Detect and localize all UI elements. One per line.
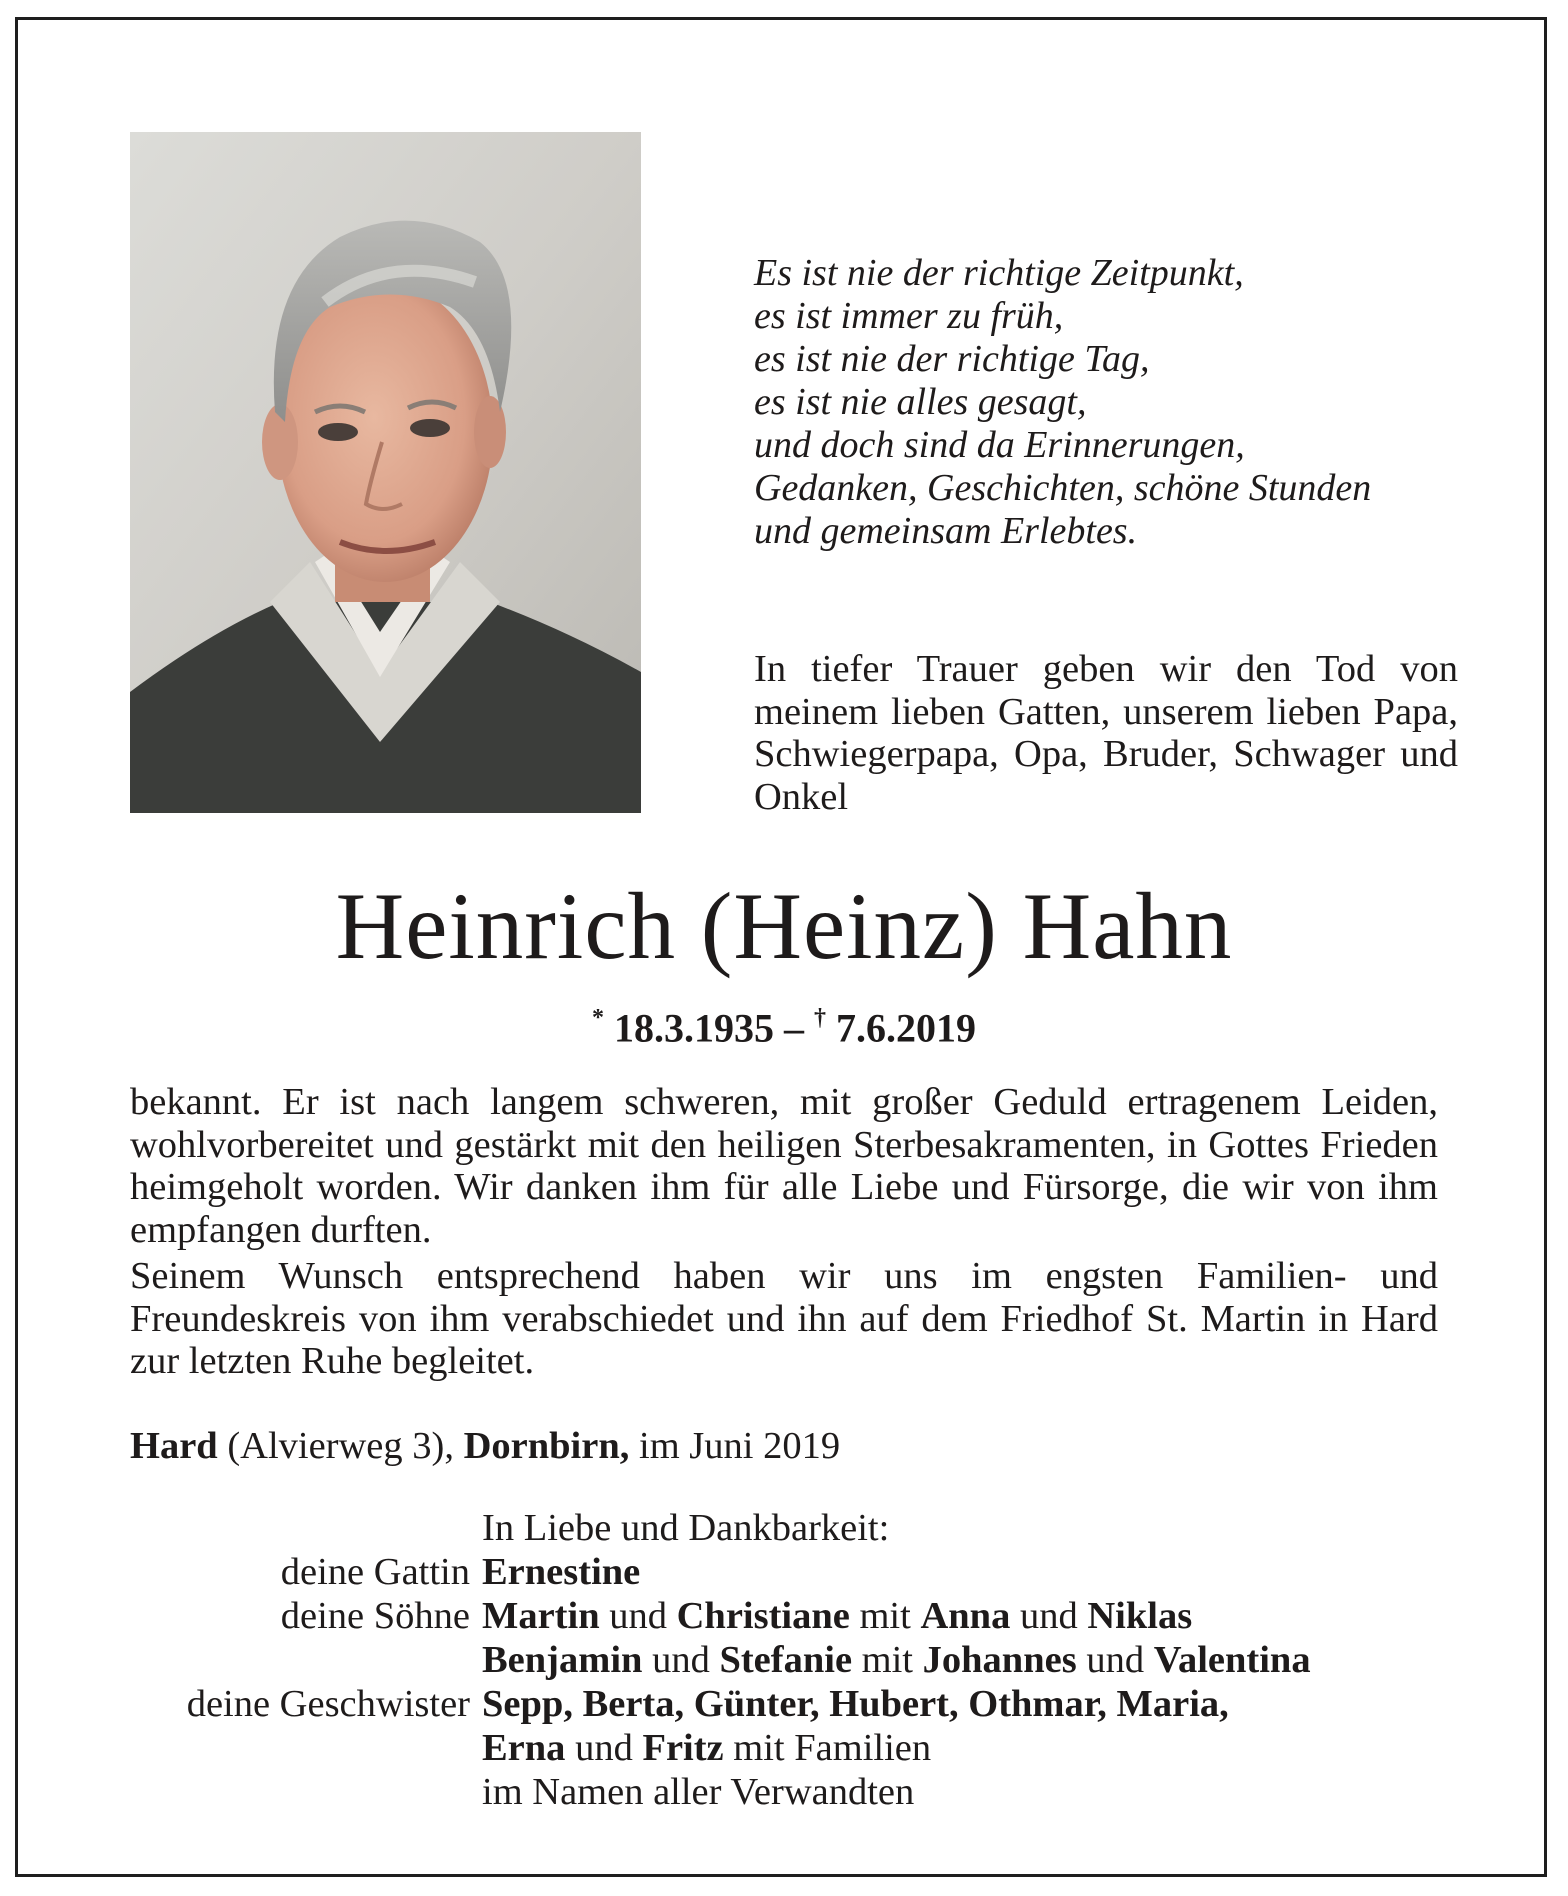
families-label: Familien: [794, 1727, 932, 1769]
relation-siblings: deine Geschwister: [186, 1683, 470, 1725]
sibling-name: Erna: [482, 1727, 566, 1769]
wife-name: Ernestine: [482, 1551, 641, 1593]
name-line: [482, 1550, 640, 1594]
deceased-name: Heinrich (Heinz) Hahn: [335, 873, 1233, 979]
name-line: [482, 1638, 1311, 1682]
connector: und: [652, 1639, 710, 1681]
connector: mit: [733, 1727, 785, 1769]
partner-name: Stefanie: [719, 1639, 853, 1681]
relation-sons: deine Söhne: [280, 1595, 470, 1637]
place-date-line: [130, 1424, 840, 1468]
death-date: 7.6.2019: [836, 1005, 976, 1051]
life-dates: [0, 996, 1568, 1052]
address: (Alvierweg 3),: [217, 1425, 464, 1467]
poem-line: es ist nie der richtige Tag,: [754, 338, 1150, 380]
body-paragraph-1: bekannt. Er ist nach langem schweren, mit großer Geduld ertragenem Leiden, wohlvorbereitet und gestärkt mit den heiligen Sterbesakramenten, in Gottes Frieden heimgeholt worden. Wir danken ihm für alle Liebe und Fürsorge, die wir von ihm empfangen durften.: [130, 1081, 1438, 1251]
poem-line: es ist nie alles gesagt,: [754, 381, 1087, 423]
body-paragraph-2: Seinem Wunsch entsprechend haben wir uns im engsten Familien- und Freundeskreis von ihm verabschiedet und ihn auf dem Friedhof St. Martin in Hard zur letzten Ruhe begleitet.: [130, 1255, 1438, 1382]
son-name: Martin: [482, 1595, 600, 1637]
notice-date: im Juni 2019: [629, 1425, 841, 1467]
connector: mit: [861, 1639, 913, 1681]
poem: [754, 252, 1371, 553]
date-separator: –: [784, 1005, 804, 1051]
relation-wife: deine Gattin: [280, 1551, 470, 1593]
partner-name: Christiane: [676, 1595, 850, 1637]
grandchild-name: Anna: [920, 1595, 1011, 1637]
grandchild-name: Johannes: [922, 1639, 1077, 1681]
signature-heading: In Liebe und Dankbarkeit:: [482, 1507, 890, 1549]
birth-symbol: *: [592, 1005, 604, 1031]
connector: mit: [859, 1595, 911, 1637]
poem-line: und doch sind da Erinnerungen,: [754, 424, 1245, 466]
closing-line: im Namen aller Verwandten: [482, 1771, 915, 1813]
connector: und: [1019, 1595, 1078, 1637]
connector: und: [575, 1727, 633, 1769]
death-symbol: †: [814, 1005, 826, 1031]
connector: und: [609, 1595, 667, 1637]
poem-line: Gedanken, Geschichten, schöne Stunden: [754, 467, 1372, 509]
portrait-photo: [130, 132, 641, 813]
grandchild-name: Valentina: [1153, 1639, 1311, 1681]
name-line: [482, 1594, 1192, 1638]
town-dornbirn: Dornbirn,: [463, 1425, 630, 1467]
poem-line: Es ist nie der richtige Zeitpunkt,: [754, 252, 1244, 294]
connector: und: [1086, 1639, 1145, 1681]
town-hard: Hard: [130, 1425, 218, 1467]
sibling-name: Fritz: [642, 1727, 724, 1769]
poem-line: es ist immer zu früh,: [754, 295, 1064, 337]
siblings-names: Sepp, Berta, Günter, Hubert, Othmar, Maria,: [482, 1683, 1229, 1725]
name-line: [482, 1682, 1229, 1726]
intro-paragraph: In tiefer Trauer geben wir den Tod von meinem lieben Gatten, unserem lieben Papa, Schwiegerpapa, Opa, Bruder, Schwager und Onkel: [754, 648, 1458, 818]
grandchild-name: Niklas: [1087, 1595, 1193, 1637]
name-line: [482, 1726, 931, 1770]
birth-date: 18.3.1935: [614, 1005, 774, 1051]
son-name: Benjamin: [482, 1639, 643, 1681]
poem-line: und gemeinsam Erlebtes.: [754, 510, 1138, 552]
